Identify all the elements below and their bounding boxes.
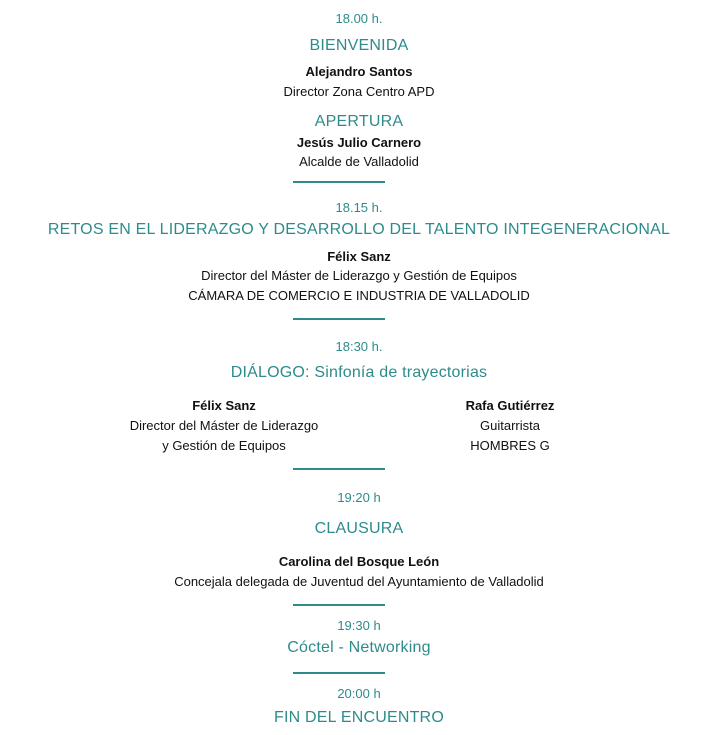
dialogue-right-name: Rafa Gutiérrez xyxy=(465,398,555,413)
dialogue-left-role-line2: y Gestión de Equipos xyxy=(162,438,286,453)
speaker-role-felix-line2: CÁMARA DE COMERCIO E INDUSTRIA DE VALLADOLID xyxy=(188,288,530,303)
time-1930: 19:30 h xyxy=(337,618,381,633)
speaker-role-felix-line1: Director del Máster de Liderazgo y Gestión de Equipos xyxy=(201,268,517,283)
speaker-role-carolina: Concejala delegada de Juventud del Ayuntamiento de Valladolid xyxy=(174,574,544,589)
time-1815: 18.15 h. xyxy=(335,200,383,215)
speaker-role-jesus: Alcalde de Valladolid xyxy=(299,154,419,169)
divider-4 xyxy=(293,604,385,606)
heading-clausura: CLAUSURA xyxy=(314,520,404,537)
divider-2 xyxy=(293,318,385,320)
dialogue-right-role-line2: HOMBRES G xyxy=(470,438,550,453)
speaker-name-alejandro: Alejandro Santos xyxy=(305,64,413,79)
divider-3 xyxy=(293,468,385,470)
speaker-name-felix: Félix Sanz xyxy=(327,249,391,264)
time-1920: 19:20 h xyxy=(337,490,381,505)
divider-5 xyxy=(293,672,385,674)
dialogue-speaker-left xyxy=(84,398,364,458)
heading-bienvenida: BIENVENIDA xyxy=(309,37,409,54)
heading-retos: RETOS EN EL LIDERAZGO Y DESARROLLO DEL TALENTO INTEGENERACIONAL xyxy=(47,221,671,238)
dialogue-left-role-line1: Director del Máster de Liderazgo xyxy=(129,418,319,433)
speaker-name-jesus: Jesús Julio Carnero xyxy=(296,135,422,150)
speaker-name-carolina: Carolina del Bosque León xyxy=(278,554,440,569)
dialogue-left-name: Félix Sanz xyxy=(192,398,256,413)
time-1800: 18.00 h. xyxy=(335,11,383,26)
dialogue-speaker-right xyxy=(400,398,620,458)
dialogue-right-role-line1: Guitarrista xyxy=(480,418,540,433)
divider-1 xyxy=(293,181,385,183)
heading-apertura: APERTURA xyxy=(314,113,404,130)
time-1830: 18:30 h. xyxy=(335,339,383,354)
time-2000: 20:00 h xyxy=(337,686,381,701)
heading-dialogo: DIÁLOGO: Sinfonía de trayectorias xyxy=(230,364,488,381)
heading-coctel: Cóctel - Networking xyxy=(287,639,431,656)
heading-fin: FIN DEL ENCUENTRO xyxy=(274,709,444,726)
speaker-role-alejandro: Director Zona Centro APD xyxy=(283,84,435,99)
